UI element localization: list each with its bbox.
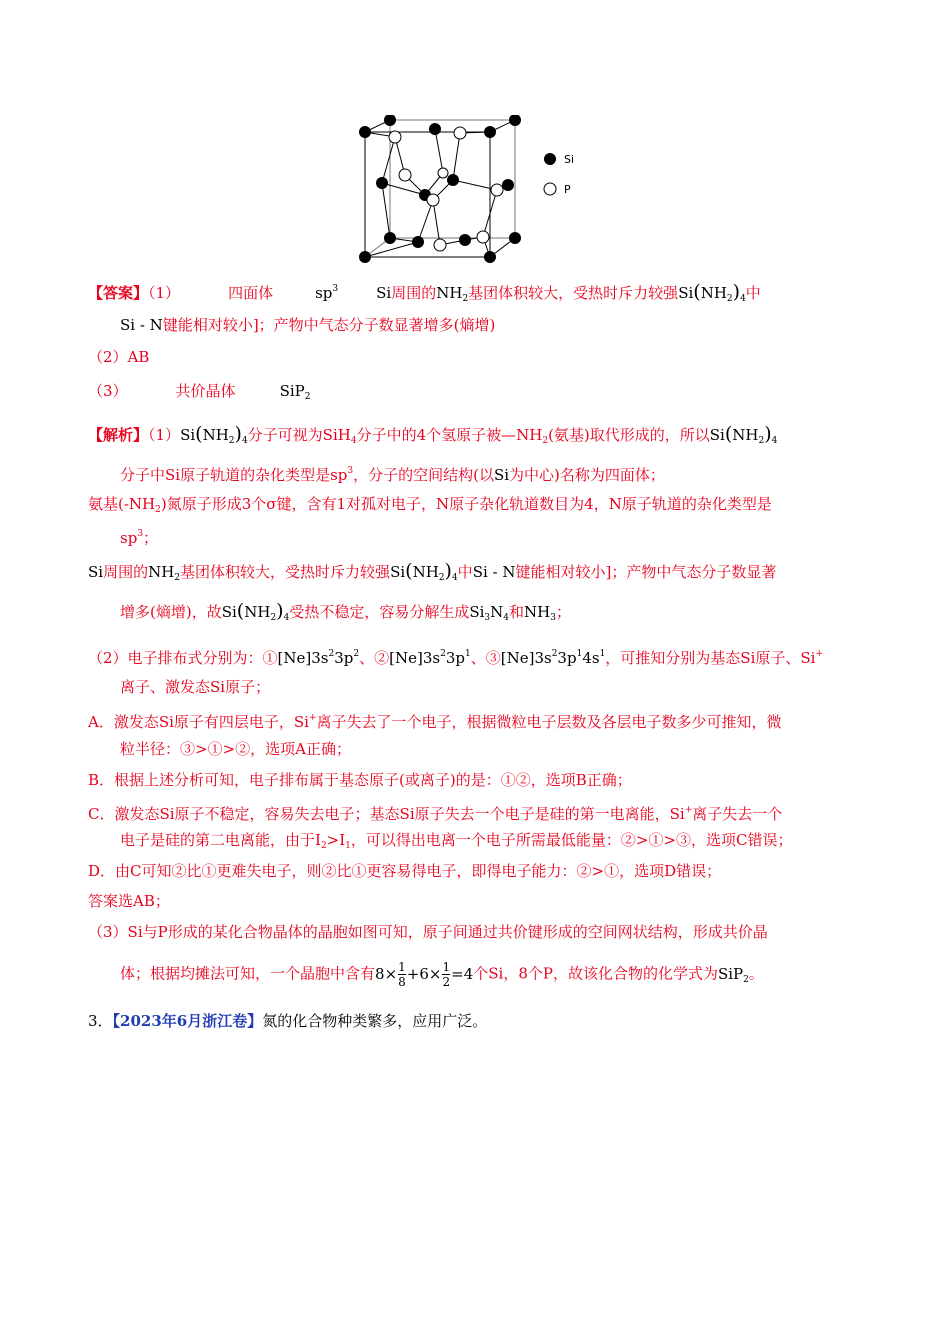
- l1-b-sub: 4: [350, 436, 357, 446]
- sinh24-formula: [390, 560, 458, 583]
- si-n-bond: Si - N: [120, 316, 163, 334]
- nh-text: NH: [244, 603, 271, 621]
- crystal-type: 共价晶体: [175, 382, 236, 400]
- nh-text: NH: [202, 426, 229, 444]
- nh2-sub: 2: [155, 505, 161, 515]
- analysis-tag: 【解析】: [88, 426, 149, 444]
- question-text: 氮的化合物种类繁多，应用广泛。: [262, 1012, 488, 1030]
- question-source: 【2023年6月浙江卷】: [112, 1012, 263, 1030]
- answer-hyb: [315, 284, 338, 302]
- config-1: [278, 649, 360, 667]
- l1-c: 分子中的4个氢原子被—NH: [356, 426, 543, 444]
- l1-c-sub: 2: [542, 436, 549, 446]
- p-legend-icon: [544, 183, 556, 195]
- si3n4-formula: [469, 603, 509, 621]
- sub-4: 4: [771, 436, 778, 446]
- sep-2: 、③: [470, 649, 501, 667]
- paren-right: ): [764, 423, 772, 445]
- l2-a-sup: 3: [347, 466, 354, 476]
- c2-b: >I: [326, 831, 346, 849]
- l5-a: 周围的: [103, 563, 149, 581]
- part3-line-2: [120, 960, 862, 991]
- group-text: 基团体积较大，受热时斥力较强: [468, 284, 679, 302]
- legend-p-label: P: [564, 183, 571, 196]
- l6-end: ；: [555, 603, 571, 621]
- sip-sub: 2: [304, 392, 311, 402]
- nh2-sub: 2: [174, 573, 181, 583]
- crystal-cell-figure: [355, 115, 595, 270]
- question-number: 3．: [88, 1012, 113, 1030]
- cfg-sup: 2: [328, 649, 335, 659]
- answer-shape: 四面体: [228, 284, 274, 302]
- answer-choice-line: 答案选AB；: [88, 892, 170, 910]
- nh2-formula: [436, 284, 468, 302]
- paren-left: (: [405, 560, 413, 582]
- period: 。: [748, 964, 764, 983]
- and-text: 和: [509, 603, 525, 621]
- sinh24-formula: [678, 281, 746, 304]
- answer-part1: （1）: [148, 284, 181, 302]
- cfg2-b-sup: 1: [464, 649, 471, 659]
- paren-left: (: [236, 600, 245, 622]
- p3-2a: 体；根据均摊法可知，一个晶胞中含有: [120, 964, 376, 983]
- sub-4: 4: [451, 573, 458, 583]
- sub-4: 4: [740, 294, 746, 304]
- l6-a: 增多(熵增)，故: [120, 603, 222, 621]
- part3-line-1: （3）Si与P形成的某化合物晶体的晶胞如图可知，原子间通过共价键形成的空间网状结构，形成共价晶: [88, 923, 768, 941]
- paren-right: ): [732, 281, 741, 303]
- nh2-sub: 2: [758, 436, 765, 446]
- l7-b: ，可推知分别为基态Si原子、Si: [605, 649, 816, 667]
- hyb-text: sp: [315, 284, 333, 302]
- analysis-line-2: [120, 460, 862, 486]
- sip-sub: 2: [743, 974, 749, 985]
- c2-a: 电子是硅的第二电离能，由于I: [120, 831, 321, 849]
- plus-sup: +: [684, 805, 693, 815]
- si-symbol: Si: [221, 603, 237, 621]
- cfg3-c-sup: 1: [599, 649, 606, 659]
- around-text: 周围的: [391, 284, 437, 302]
- si-n-bond: Si - N: [472, 563, 516, 581]
- option-a-line-1: [88, 707, 862, 733]
- cfg-sup: 2: [440, 649, 446, 659]
- legend-si-label: Si: [564, 153, 575, 166]
- f-8: 8: [375, 964, 385, 983]
- sinh24-formula: [709, 423, 778, 446]
- si-symbol: Si: [88, 563, 104, 581]
- question-3: [88, 1010, 862, 1032]
- frac-den: 2: [442, 975, 451, 989]
- cfg2-b: 3p: [445, 649, 465, 667]
- cfg2-a: [Ne]3s: [389, 649, 441, 667]
- cfg1-a: [Ne]3s: [277, 649, 329, 667]
- paren-right: ): [234, 423, 242, 445]
- p3-2b: 个Si，8个P，故该化合物的化学式为: [473, 964, 718, 983]
- si-symbol: Si: [678, 284, 694, 302]
- analysis-line-7: [88, 643, 862, 669]
- answer-line-3: （2）AB: [88, 348, 150, 366]
- cfg3-b: 3p: [557, 649, 577, 667]
- sip2-formula: [280, 382, 311, 400]
- si-symbol: Si: [709, 426, 725, 444]
- plus-sup: +: [815, 649, 823, 659]
- sub-4: 4: [283, 613, 290, 623]
- config-2: [389, 649, 471, 667]
- si-symbol: Si: [390, 563, 406, 581]
- analysis-line-4: [120, 523, 862, 549]
- si3n4-sub3: 3: [484, 613, 491, 623]
- l5-c: 中: [457, 563, 473, 581]
- fraction-1-8: [398, 960, 406, 989]
- count-formula: [375, 960, 474, 989]
- bond-text: 键能相对较小]；产物中气态分子数显著增多(熵增): [162, 316, 496, 334]
- cfg-sup: 2: [551, 649, 558, 659]
- si-symbol: Si: [376, 284, 392, 302]
- nh2-sub: 2: [270, 613, 277, 623]
- plus-sup: +: [308, 713, 317, 723]
- sip-text: SiP: [279, 382, 305, 400]
- nh-text: NH: [524, 603, 551, 621]
- paren-left: (: [693, 281, 701, 303]
- option-c-line-2: [120, 829, 862, 857]
- sinh24-formula: [221, 600, 290, 623]
- si-legend-icon: [544, 153, 556, 165]
- c2-sub1: 2: [320, 841, 327, 851]
- frac-num: 1: [442, 960, 451, 974]
- cfg1-b-sup: 2: [353, 649, 360, 659]
- cfg3-c: 4s: [582, 649, 600, 667]
- a1-a: A．激发态Si原子有四层电子，Si: [88, 713, 309, 731]
- nh-text: NH: [700, 284, 727, 302]
- analysis-line-5: [88, 560, 862, 589]
- answer-line-1: [88, 278, 862, 310]
- l2-c: 为中心)名称为四面体；: [509, 466, 665, 484]
- sep-1: 、②: [359, 649, 390, 667]
- answer-part3: （3）: [88, 382, 128, 400]
- nh-text: NH: [436, 284, 463, 302]
- paren-right: ): [276, 600, 284, 622]
- l2-a: 分子中Si原子轨道的杂化类型是sp: [120, 466, 348, 484]
- fraction-1-2: [442, 960, 450, 989]
- l5-b: 基团体积较大，受热时斥力较强: [180, 563, 391, 581]
- nh2-sub: 2: [726, 294, 733, 304]
- si3n4-n: N: [490, 603, 504, 621]
- config-3: [501, 649, 606, 667]
- nh2-sub: 2: [462, 294, 469, 304]
- paren-left: (: [724, 423, 733, 445]
- frac-den: 8: [398, 975, 406, 989]
- si-symbol: Si: [180, 426, 196, 444]
- hyb-sup: 3: [137, 529, 144, 539]
- mid-text: 中: [745, 284, 761, 302]
- sub-4: 4: [503, 613, 510, 623]
- l4-b: ；: [143, 529, 159, 547]
- option-b-line: B．根据上述分析可知，电子排布属于基态原子(或离子)的是：①②，选项B正确；: [88, 771, 632, 789]
- paren-right: ): [444, 560, 452, 582]
- f-plus: +6: [406, 964, 429, 983]
- cfg3-b-sup: 1: [576, 649, 583, 659]
- c1-a: C．激发态Si原子不稳定，容易失去电子；基态Si原子失去一个电子是硅的第一电离能，Si: [88, 805, 685, 823]
- l2-b: ，分子的空间结构(以: [353, 466, 494, 484]
- frac-num: 1: [398, 960, 406, 974]
- option-d-line: D．由C可知②比①更难失电子，则②比①更容易得电子，即得电子能力：②>①，选项D错误；: [88, 862, 722, 880]
- answer-tag: 【答案】: [88, 284, 149, 302]
- nh-text: NH: [148, 563, 175, 581]
- nh3-formula: [524, 603, 556, 621]
- nh-text: NH: [732, 426, 759, 444]
- analysis-line-3: [88, 493, 862, 521]
- answer-line-2: [120, 314, 862, 336]
- analysis-line-8: 离子、激发态Si原子；: [120, 678, 271, 696]
- hyb-sup: 3: [332, 284, 339, 294]
- paren-left: (: [195, 423, 203, 445]
- c2-c: ，可以得出电离一个电子所需最低能量：②>①>③，选项C错误；: [350, 831, 793, 849]
- option-a-line-2: 粒半径：③>①>②，选项A正确；: [120, 740, 351, 758]
- analysis-part1: （1）: [148, 426, 181, 444]
- l7-a: （2）电子排布式分别为：①: [88, 649, 278, 667]
- analysis-line-1: [88, 423, 862, 452]
- nh3-sub: 3: [550, 613, 556, 623]
- option-c-line-1: [88, 799, 862, 825]
- f-times: ×: [428, 964, 442, 983]
- c1-b: 离子失去一个: [692, 805, 783, 823]
- l1-d: (氨基)取代形成的，所以: [548, 426, 710, 444]
- l1-b: 分子可视为SiH: [247, 426, 351, 444]
- sip-text: SiP: [717, 964, 744, 983]
- nh2-sub: 2: [438, 573, 445, 583]
- nh2-sub: 2: [228, 436, 235, 446]
- f-eq: =4: [451, 964, 474, 983]
- answer-line-4: [88, 380, 862, 408]
- nh-text: NH: [412, 563, 439, 581]
- sip2-formula: [718, 965, 749, 983]
- l4-a: sp: [120, 529, 138, 547]
- cfg1-b: 3p: [334, 649, 354, 667]
- si-symbol: Si: [493, 466, 510, 484]
- analysis-line-6: [120, 600, 862, 629]
- l6-b: 受热不稳定，容易分解生成: [289, 603, 470, 621]
- sub-4: 4: [241, 436, 248, 446]
- a1-b: 离子失去了一个电子，根据微粒电子层数及各层电子数多少可推知，微: [316, 713, 782, 731]
- cfg3-a: [Ne]3s: [500, 649, 552, 667]
- l3-a: 氨基(-NH: [88, 495, 156, 513]
- l3-b: )氮原子形成3个σ键，含有1对孤对电子，N原子杂化轨道数目为4，N原子轨道的杂化类型是: [160, 495, 772, 513]
- si3n4-si: Si: [469, 603, 485, 621]
- nh2-formula: [148, 563, 180, 581]
- c2-sub2: 1: [345, 841, 351, 851]
- l5-d: 键能相对较小]；产物中气态分子数显著: [515, 563, 777, 581]
- sinh24-formula: [180, 423, 248, 446]
- f-times: ×: [384, 964, 398, 983]
